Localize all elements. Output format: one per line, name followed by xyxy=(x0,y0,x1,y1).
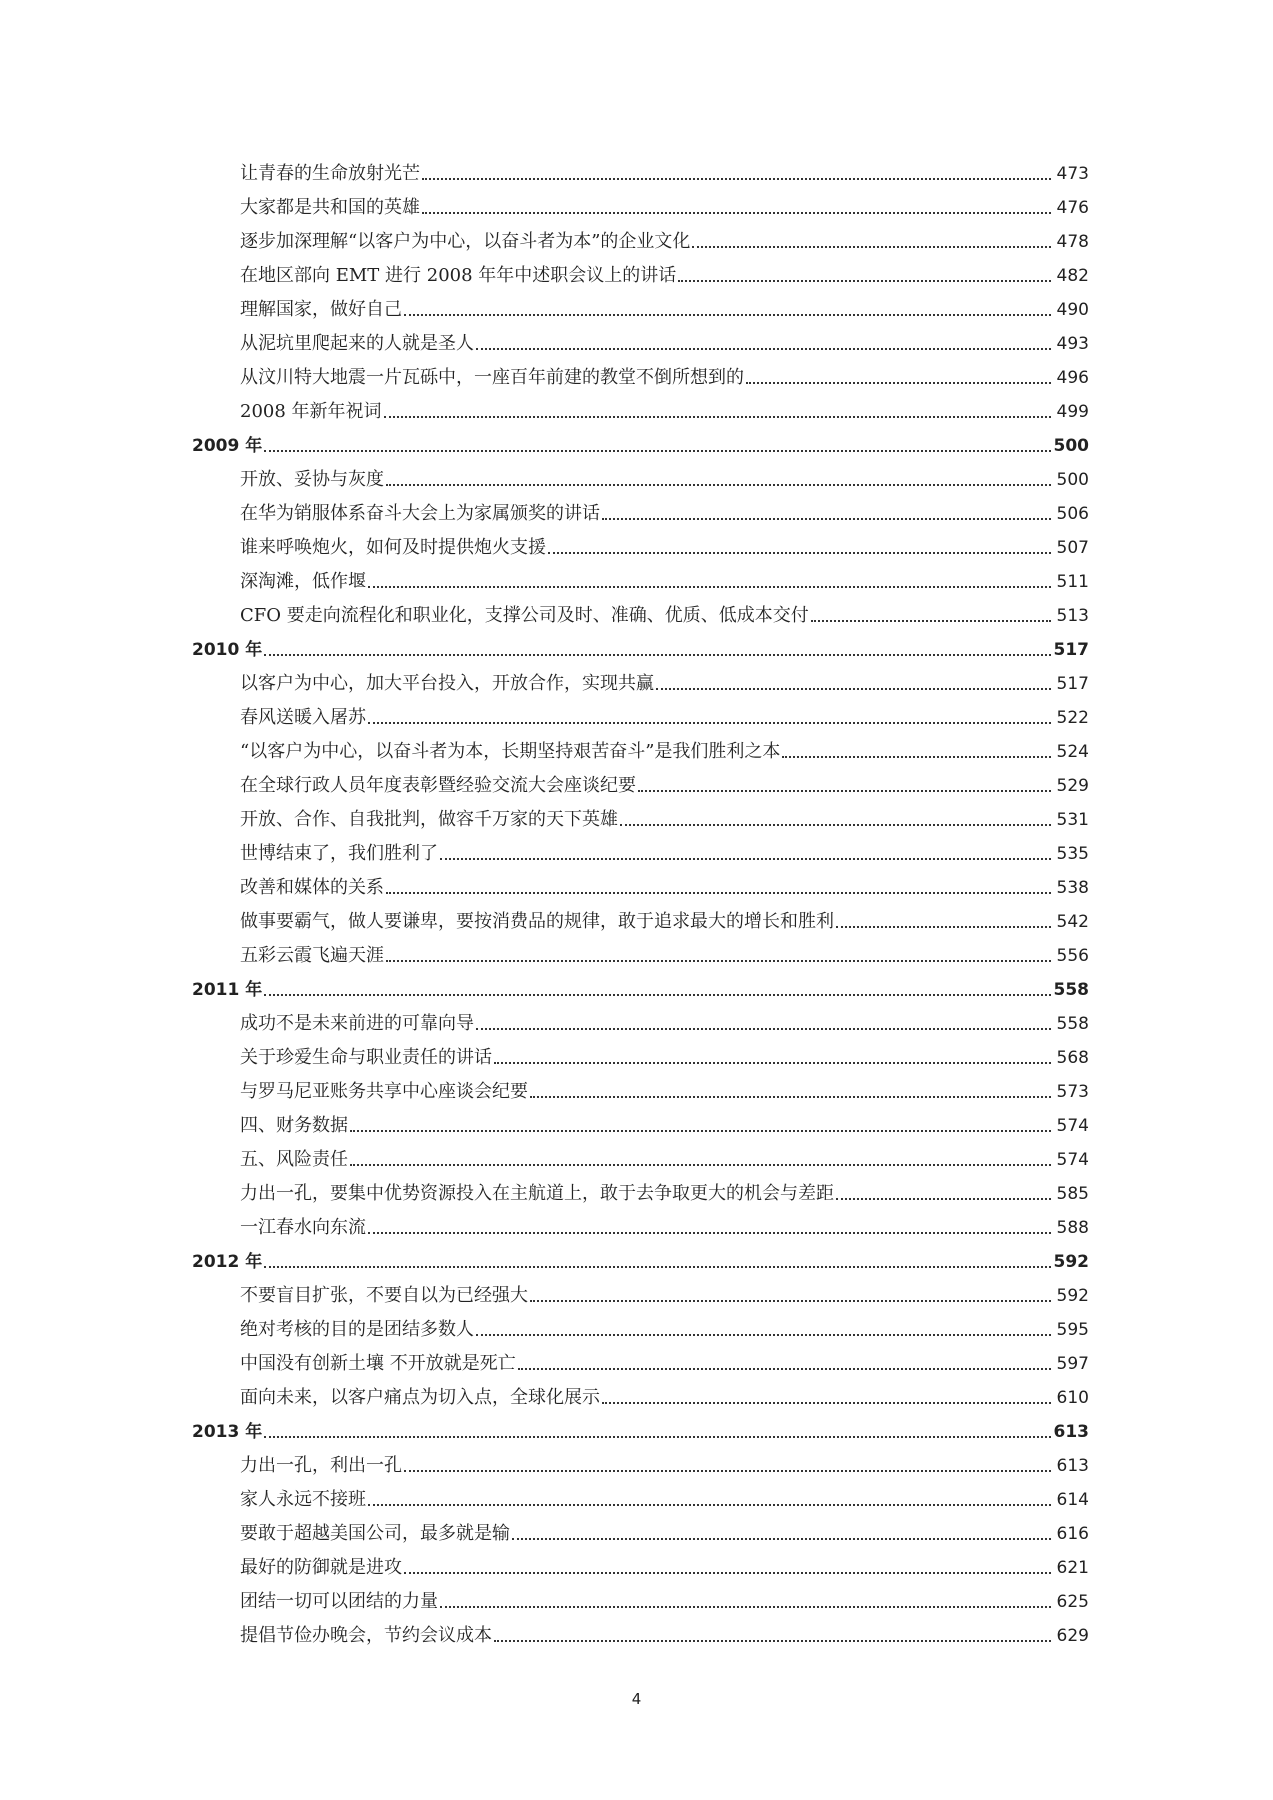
toc-page-number: 478 xyxy=(1056,232,1089,252)
dot-leader xyxy=(476,1334,1051,1336)
toc-page-number: 613 xyxy=(1053,1422,1089,1442)
dot-leader xyxy=(692,246,1051,248)
dot-leader xyxy=(350,1164,1051,1166)
toc-page-number: 524 xyxy=(1056,742,1089,762)
toc-entry[interactable] xyxy=(0,701,1273,735)
toc-page-number: 511 xyxy=(1056,572,1089,592)
toc-entry[interactable] xyxy=(0,769,1273,803)
toc-page-number: 500 xyxy=(1056,470,1089,490)
dot-leader xyxy=(264,994,1051,996)
dot-leader xyxy=(602,518,1051,520)
toc-title: 成功不是未来前进的可靠向导 xyxy=(240,1013,474,1034)
toc-page-number: 542 xyxy=(1056,912,1089,932)
toc-page-number: 538 xyxy=(1056,878,1089,898)
toc-entry[interactable] xyxy=(0,1483,1273,1517)
toc-page-number: 568 xyxy=(1056,1048,1089,1068)
toc-year-heading[interactable] xyxy=(0,1415,1273,1449)
toc-page-number: 592 xyxy=(1056,1286,1089,1306)
toc-title: 2013 年 xyxy=(192,1422,263,1442)
toc-entry[interactable] xyxy=(0,1381,1273,1415)
dot-leader xyxy=(530,1300,1051,1302)
toc-page-number: 597 xyxy=(1056,1354,1089,1374)
toc-page-number: 500 xyxy=(1053,436,1089,456)
toc-entry[interactable] xyxy=(0,1313,1273,1347)
toc-entry[interactable] xyxy=(0,259,1273,293)
dot-leader xyxy=(264,450,1051,452)
dot-leader xyxy=(494,1062,1051,1064)
dot-leader xyxy=(264,1266,1051,1268)
toc-page-number: 595 xyxy=(1056,1320,1089,1340)
toc-title: 做事要霸气，做人要谦卑，要按消费品的规律，敢于追求最大的增长和胜利 xyxy=(240,911,834,932)
toc-title: 力出一孔，要集中优势资源投入在主航道上，敢于去争取更大的机会与差距 xyxy=(240,1183,834,1204)
toc-page-number: 507 xyxy=(1056,538,1089,558)
toc-title: 团结一切可以团结的力量 xyxy=(240,1591,438,1612)
dot-leader xyxy=(422,178,1051,180)
toc-page-number: 614 xyxy=(1056,1490,1089,1510)
toc-title: 与罗马尼亚账务共享中心座谈会纪要 xyxy=(240,1081,528,1102)
dot-leader xyxy=(404,1470,1051,1472)
toc-title: 世博结束了，我们胜利了 xyxy=(240,843,438,864)
toc-page-number: 506 xyxy=(1056,504,1089,524)
dot-leader xyxy=(368,586,1051,588)
toc-title: 不要盲目扩张，不要自以为已经强大 xyxy=(240,1285,528,1306)
toc-entry[interactable] xyxy=(0,1279,1273,1313)
dot-leader xyxy=(656,688,1051,690)
toc-entry[interactable] xyxy=(0,837,1273,871)
toc-entry[interactable] xyxy=(0,1619,1273,1653)
dot-leader xyxy=(811,620,1051,622)
toc-title: 在地区部向 EMT 进行 2008 年年中述职会议上的讲话 xyxy=(240,265,677,286)
toc-page-number: 558 xyxy=(1056,1014,1089,1034)
toc-entry[interactable] xyxy=(0,939,1273,973)
dot-leader xyxy=(678,280,1051,282)
toc-title: 2011 年 xyxy=(192,980,263,1000)
toc-title: 中国没有创新土壤 不开放就是死亡 xyxy=(240,1353,516,1374)
dot-leader xyxy=(368,1504,1051,1506)
toc-page-number: 513 xyxy=(1056,606,1089,626)
toc-page-number: 610 xyxy=(1056,1388,1089,1408)
dot-leader xyxy=(440,858,1051,860)
toc-year-heading[interactable] xyxy=(0,1245,1273,1279)
dot-leader xyxy=(512,1538,1051,1540)
toc-title: 从泥坑里爬起来的人就是圣人 xyxy=(240,333,474,354)
toc-page-number: 490 xyxy=(1056,300,1089,320)
toc-entry[interactable] xyxy=(0,1143,1273,1177)
toc-title: 大家都是共和国的英雄 xyxy=(240,197,420,218)
toc-title: 2008 年新年祝词 xyxy=(240,401,382,422)
toc-page-number: 522 xyxy=(1056,708,1089,728)
dot-leader xyxy=(746,382,1051,384)
dot-leader xyxy=(386,960,1051,962)
toc-page-number: 517 xyxy=(1053,640,1089,660)
toc-title: 2009 年 xyxy=(192,436,263,456)
toc-entry[interactable] xyxy=(0,293,1273,327)
toc-page-number: 531 xyxy=(1056,810,1089,830)
toc-page-number: 496 xyxy=(1056,368,1089,388)
toc-title: 让青春的生命放射光芒 xyxy=(240,163,420,184)
page-number: 4 xyxy=(631,1690,642,1708)
toc-entry[interactable] xyxy=(0,497,1273,531)
toc-title: 理解国家，做好自己 xyxy=(240,299,402,320)
toc-title: 最好的防御就是进攻 xyxy=(240,1557,402,1578)
toc-title: 深淘滩，低作堰 xyxy=(240,571,366,592)
toc-title: 力出一孔，利出一孔 xyxy=(240,1455,402,1476)
toc-page-number: 573 xyxy=(1056,1082,1089,1102)
toc-page-number: 535 xyxy=(1056,844,1089,864)
toc-year-heading[interactable] xyxy=(0,973,1273,1007)
toc-title: 谁来呼唤炮火，如何及时提供炮火支援 xyxy=(240,537,546,558)
dot-leader xyxy=(422,212,1051,214)
toc-title: 关于珍爱生命与职业责任的讲话 xyxy=(240,1047,492,1068)
toc-entry[interactable] xyxy=(0,225,1273,259)
toc-title: 开放、妥协与灰度 xyxy=(240,469,384,490)
toc-page-number: 592 xyxy=(1053,1252,1089,1272)
dot-leader xyxy=(264,654,1051,656)
toc-page-number: 556 xyxy=(1056,946,1089,966)
dot-leader xyxy=(494,1640,1051,1642)
toc-entry[interactable] xyxy=(0,327,1273,361)
toc-year-heading[interactable] xyxy=(0,633,1273,667)
toc-entry[interactable] xyxy=(0,1041,1273,1075)
toc-title: 在华为销服体系奋斗大会上为家属颁奖的讲话 xyxy=(240,503,600,524)
toc-entry[interactable] xyxy=(0,1211,1273,1245)
toc-entry[interactable] xyxy=(0,191,1273,225)
toc-title: 要敢于超越美国公司，最多就是输 xyxy=(240,1523,510,1544)
toc-entry[interactable] xyxy=(0,735,1273,769)
dot-leader xyxy=(836,926,1051,928)
dot-leader xyxy=(836,1198,1051,1200)
toc-entry[interactable] xyxy=(0,1109,1273,1143)
toc-page-number: 616 xyxy=(1056,1524,1089,1544)
toc-title: 逐步加深理解“以客户为中心，以奋斗者为本”的企业文化 xyxy=(240,231,691,252)
dot-leader xyxy=(548,552,1051,554)
dot-leader xyxy=(368,1232,1051,1234)
toc-title: 面向未来，以客户痛点为切入点，全球化展示 xyxy=(240,1387,600,1408)
toc-page-number: 529 xyxy=(1056,776,1089,796)
toc-entry[interactable] xyxy=(0,361,1273,395)
toc-title: 开放、合作、自我批判，做容千万家的天下英雄 xyxy=(240,809,618,830)
table-of-contents xyxy=(0,157,1273,1653)
toc-title: 五、风险责任 xyxy=(240,1149,348,1170)
dot-leader xyxy=(518,1368,1051,1370)
toc-page-number: 558 xyxy=(1053,980,1089,1000)
toc-page-number: 621 xyxy=(1056,1558,1089,1578)
dot-leader xyxy=(620,824,1051,826)
toc-title: 提倡节俭办晚会，节约会议成本 xyxy=(240,1625,492,1646)
toc-entry[interactable] xyxy=(0,1075,1273,1109)
toc-entry[interactable] xyxy=(0,871,1273,905)
dot-leader xyxy=(404,314,1051,316)
toc-page-number: 625 xyxy=(1056,1592,1089,1612)
dot-leader xyxy=(440,1606,1051,1608)
toc-title: 2010 年 xyxy=(192,640,263,660)
dot-leader xyxy=(602,1402,1051,1404)
toc-entry[interactable] xyxy=(0,667,1273,701)
toc-entry[interactable] xyxy=(0,565,1273,599)
toc-page-number: 613 xyxy=(1056,1456,1089,1476)
dot-leader xyxy=(368,722,1051,724)
toc-page-number: 499 xyxy=(1056,402,1089,422)
toc-title: 改善和媒体的关系 xyxy=(240,877,384,898)
toc-entry[interactable] xyxy=(0,1585,1273,1619)
toc-page-number: 476 xyxy=(1056,198,1089,218)
toc-page-number: 574 xyxy=(1056,1150,1089,1170)
toc-entry[interactable] xyxy=(0,395,1273,429)
toc-title: 四、财务数据 xyxy=(240,1115,348,1136)
dot-leader xyxy=(350,1130,1051,1132)
dot-leader xyxy=(530,1096,1051,1098)
toc-year-heading[interactable] xyxy=(0,429,1273,463)
toc-title: 2012 年 xyxy=(192,1252,263,1272)
toc-page-number: 574 xyxy=(1056,1116,1089,1136)
toc-entry[interactable] xyxy=(0,1007,1273,1041)
toc-page-number: 629 xyxy=(1056,1626,1089,1646)
toc-title: 从汶川特大地震一片瓦砾中，一座百年前建的教堂不倒所想到的 xyxy=(240,367,744,388)
dot-leader xyxy=(476,348,1051,350)
toc-title: 家人永远不接班 xyxy=(240,1489,366,1510)
dot-leader xyxy=(384,416,1051,418)
toc-entry[interactable] xyxy=(0,157,1273,191)
dot-leader xyxy=(476,1028,1051,1030)
toc-page-number: 493 xyxy=(1056,334,1089,354)
toc-page-number: 482 xyxy=(1056,266,1089,286)
dot-leader xyxy=(782,756,1051,758)
toc-entry[interactable] xyxy=(0,599,1273,633)
toc-entry[interactable] xyxy=(0,1551,1273,1585)
toc-entry[interactable] xyxy=(0,905,1273,939)
dot-leader xyxy=(386,892,1051,894)
toc-title: 在全球行政人员年度表彰暨经验交流大会座谈纪要 xyxy=(240,775,636,796)
dot-leader xyxy=(264,1436,1051,1438)
toc-entry[interactable] xyxy=(0,1517,1273,1551)
toc-title: 春风送暖入屠苏 xyxy=(240,707,366,728)
toc-entry[interactable] xyxy=(0,1449,1273,1483)
toc-page-number: 585 xyxy=(1056,1184,1089,1204)
toc-title: 绝对考核的目的是团结多数人 xyxy=(240,1319,474,1340)
toc-title: 一江春水向东流 xyxy=(240,1217,366,1238)
toc-title: 以客户为中心，加大平台投入，开放合作，实现共赢 xyxy=(240,673,654,694)
toc-entry[interactable] xyxy=(0,803,1273,837)
toc-entry[interactable] xyxy=(0,1177,1273,1211)
toc-title: “以客户为中心，以奋斗者为本，长期坚持艰苦奋斗”是我们胜利之本 xyxy=(240,741,781,762)
toc-entry[interactable] xyxy=(0,463,1273,497)
toc-page-number: 517 xyxy=(1056,674,1089,694)
dot-leader xyxy=(404,1572,1051,1574)
toc-title: CFO 要走向流程化和职业化，支撑公司及时、准确、优质、低成本交付 xyxy=(240,605,809,626)
dot-leader xyxy=(386,484,1051,486)
toc-page-number: 473 xyxy=(1056,164,1089,184)
toc-entry[interactable] xyxy=(0,1347,1273,1381)
toc-title: 五彩云霞飞遍天涯 xyxy=(240,945,384,966)
toc-entry[interactable] xyxy=(0,531,1273,565)
toc-page-number: 588 xyxy=(1056,1218,1089,1238)
dot-leader xyxy=(638,790,1051,792)
